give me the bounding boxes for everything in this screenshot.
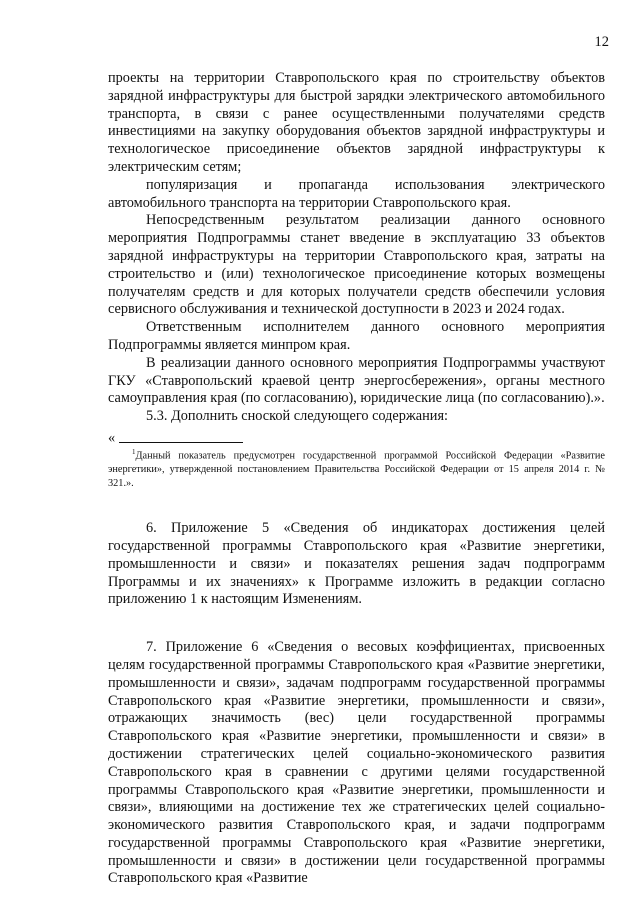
- document-body: [108, 70, 605, 888]
- paragraph-popularization: популяризация и пропаганда использования электрического автомобильного транспорта на территории Ставропольского края.: [108, 176, 605, 211]
- footnote-body: Данный показатель предусмотрен государственной программой Российской Федерации «Развитие энергетики», утвержденной постановлением Правительства Российской Федерации от 15 апреля 2014 г. № 321.».: [108, 450, 605, 489]
- paragraph-direct-result: Непосредственным результатом реализации данного основного мероприятия Подпрограммы станет введение в эксплуатацию 33 объектов зарядной инфраструктуры на территории Ставропольского края, затраты на строительство и (или) технологическое присоединение которых возмещены получателям средств и для которых получатели средств обеспечили условия сервисного обслуживания и технической доступности в 2023 и 2024 годах.: [108, 212, 605, 318]
- paragraph-participants: В реализации данного основного мероприятия Подпрограммы участвуют ГКУ «Ставропольский краевой центр энергосбережения», органы местного самоуправления края (по согласованию), юридические лица (по согласованию).».: [108, 354, 605, 407]
- footnote-separator: [108, 430, 605, 446]
- paragraph-responsible-executor: Ответственным исполнителем данного основного мероприятия Подпрограммы является минпром края.: [108, 319, 605, 353]
- paragraph-item-6: 6. Приложение 5 «Сведения об индикаторах достижения целей государственной программы Ставропольского края «Развитие энергетики, промышленности и связи» и показателях решения задач подпрограмм Программы и их значениях» к Программе изложить в редакции согласно приложению 1 к настоящим Изменениям.: [108, 520, 605, 608]
- paragraph-charging-projects: проекты на территории Ставропольского края по строительству объектов зарядной инфраструктуры для быстрой зарядки электрического автомобильного транспорта, в связи с ранее осуществленными получателями средств инвестициями на закупку оборудования объектов зарядной инфраструктуры и технологическое присоединение объектов зарядной инфраструктуры к электрическим сетям;: [108, 70, 605, 175]
- paragraph-item-7: 7. Приложение 6 «Сведения о весовых коэффициентах, присвоенных целям государственной программы Ставропольского края «Развитие энергетики, промышленности и связи», задачам подпрограмм государственной программы Ставропольского края «Развитие энергетики, промышленности и связи», отражающих значимость (вес) цели государственной программы Ставропольского края «Развитие энергетики, промышленности и связи» в достижении стратегических целей социально-экономического развития Ставропольского края в сравнении с другими целями государственной программы Ставропольского края «Развитие энергетики, промышленности и связи», влияющими на достижение тех же стратегических целей социально-экономического развития Ставропольского края, и задачи подпрограмм государственной программы Ставропольского края «Развитие энергетики, промышленности и связи» в достижении цели государственной программы Ставропольского края «Развитие: [108, 639, 605, 887]
- footnote-text: [108, 446, 605, 490]
- footnote-open-quote: «: [108, 429, 116, 446]
- footnote-rule: [119, 442, 243, 443]
- paragraph-add-footnote: 5.3. Дополнить сноской следующего содержания:: [146, 408, 449, 425]
- footnote-marker: 1: [132, 447, 136, 456]
- page-number: 12: [594, 34, 609, 50]
